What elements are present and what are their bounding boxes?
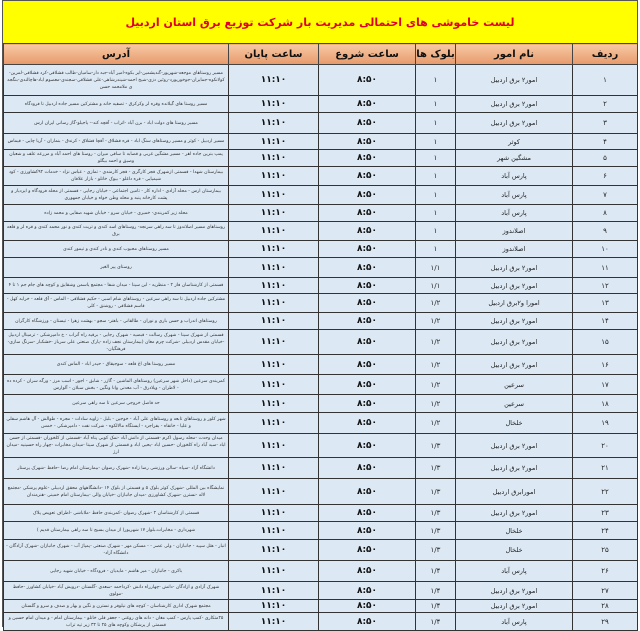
blocks-cell: ۱/۳ [416,540,456,561]
region-cell: امور۲ برق اردبیل [456,113,573,134]
region-cell: خلخال [456,413,573,434]
end-time-cell: ۱۱:۱۰ [229,375,319,395]
end-time-cell: ۱۱:۱۰ [229,186,319,205]
end-time-cell: ۱۱:۱۰ [229,458,319,479]
table-row [4,330,638,355]
blocks-cell: ۱/۱ [416,258,456,278]
end-time-cell: ۱۱:۱۰ [229,330,319,355]
blocks-cell: ۱ [416,113,456,134]
blocks-cell: ۱ [416,222,456,241]
start-time-cell: ۸:۵۰ [319,613,416,631]
header-end-time: ساعت پایان [229,44,319,65]
table-row [4,167,638,186]
table-row [4,150,638,167]
address-cell: حد فاصل خروجی سرعین تا سه راهی سرعین [4,395,229,413]
table-row [4,413,638,434]
header-row-number: ردیف [573,44,638,65]
start-time-cell: ۸:۵۰ [319,505,416,522]
table-row [4,395,638,413]
table-row [4,205,638,222]
start-time-cell: ۸:۵۰ [319,479,416,505]
region-cell: امور۲ برق اردبیل [456,96,573,113]
address-cell: شهرداری - مخابرات،بلوار ۱۷ شهریور( از میدان بسیج تا سه راهی بیمارستان قدیم ) [4,522,229,540]
table-row [4,505,638,522]
start-time-cell: ۸:۵۰ [319,561,416,582]
region-cell: امور۲ برق اردبیل [456,330,573,355]
end-time-cell: ۱۱:۱۰ [229,258,319,278]
end-time-cell: ۱۱:۱۰ [229,65,319,96]
address-cell: ۲۵متکاری -کمپ پارس - کمپ مغان - دانه های روغنی - جعفر قلی خانلو - بیمارستان امام - و میدان امام حسین و قسمتی از پزشکان وکوچه های ۲۵ تا ۳۲ زیر تپه تراب [4,613,229,631]
end-time-cell: ۱۱:۱۰ [229,613,319,631]
row-number-cell: ۲۰ [573,434,638,458]
end-time-cell: ۱۱:۱۰ [229,600,319,613]
row-number-cell: ۸ [573,205,638,222]
table-row [4,96,638,113]
table-row [4,540,638,561]
blocks-cell: ۱ [416,134,456,150]
region-cell: امور۲ برق اردبیل [456,582,573,600]
region-cell: پارس آباد [456,613,573,631]
title-bar [3,1,637,44]
row-number-cell: ۱۰ [573,241,638,258]
end-time-cell: ۱۱:۱۰ [229,96,319,113]
end-time-cell: ۱۱:۱۰ [229,561,319,582]
start-time-cell: ۸:۵۰ [319,375,416,395]
blocks-cell: ۱/۴ [416,600,456,613]
blocks-cell: ۱/۳ [416,434,456,458]
start-time-cell: ۸:۵۰ [319,241,416,258]
blocks-cell: ۱/۳ [416,458,456,479]
table-row [4,134,638,150]
start-time-cell: ۸:۵۰ [319,355,416,375]
row-number-cell: ۳ [573,113,638,134]
table-row [4,313,638,330]
blocks-cell: ۱/۲ [416,413,456,434]
blocks-cell: ۱/۳ [416,479,456,505]
address-cell: قسمتی از کارشناسان ۲ -شهرک رضوان -کمربندی حافظ -ملاباشی -اطراف تعویض پلاک [4,505,229,522]
table-row [4,582,638,600]
address-cell: مسیر اردبیل - کوثر و مسیر روستاهای سنگ اباد - قره قشلاق - آقچا قشلاق - کرندق - بنماران - آریا چایی - قیماس [4,134,229,150]
spreadsheet [2,0,638,627]
region-cell: امورا و۲برق اردبیل [456,294,573,313]
row-number-cell: ۷ [573,186,638,205]
blocks-cell: ۱ [416,96,456,113]
table-row [4,113,638,134]
header-blocks: بلوک ها [416,44,456,65]
address-cell: بیمارستان ارس - محله آزادی - اداره کار - تامین اجتماعی - خیابان رجایی - قسمتی از محله فرودگاه و ایزدیار و پشت کارخانه پنبه و محله وطن خواه و خیابان جمهوری [4,186,229,205]
table-row [4,434,638,458]
row-number-cell: ۶ [573,167,638,186]
start-time-cell: ۸:۵۰ [319,522,416,540]
end-time-cell: ۱۱:۱۰ [229,413,319,434]
end-time-cell: ۱۱:۱۰ [229,395,319,413]
end-time-cell: ۱۱:۱۰ [229,505,319,522]
address-cell: شهرک آزادی و ازادگان -دانش -چهارراه دانش -کرداحمد -سعدی -گلستان -درویش آباد -خیابان کشاورز -حافظ -مولوی [4,582,229,600]
start-time-cell: ۸:۵۰ [319,150,416,167]
start-time-cell: ۸:۵۰ [319,458,416,479]
end-time-cell: ۱۱:۱۰ [229,313,319,330]
end-time-cell: ۱۱:۱۰ [229,222,319,241]
blocks-cell: ۱ [416,241,456,258]
header-start-time: ساعت شروع [319,44,416,65]
end-time-cell: ۱۱:۱۰ [229,479,319,505]
blocks-cell: ۱/۲ [416,330,456,355]
start-time-cell: ۸:۵۰ [319,205,416,222]
table-body [4,65,638,631]
header-region: نام امور [456,44,573,65]
end-time-cell: ۱۱:۱۰ [229,241,319,258]
table-row [4,613,638,631]
region-cell: پارس آباد [456,561,573,582]
blocks-cell: ۱ [416,150,456,167]
table-row [4,294,638,313]
row-number-cell: ۴ [573,134,638,150]
address-cell: باکری - جانبازان - میر هاشم - مایدیان - فرودگاه - خیابان شهید رجایی [4,561,229,582]
end-time-cell: ۱۱:۱۰ [229,205,319,222]
address-cell: مسیر روستا های دولت اباد - برن آباد -اتراب - آقچه کند-- یاجیلو-گاز رسانی ایران ارس [4,113,229,134]
blocks-cell: ۱/۲ [416,313,456,330]
row-number-cell: ۱۴ [573,313,638,330]
region-cell: امور۲ برق اردبیل [456,434,573,458]
blocks-cell: ۱ [416,167,456,186]
table-row [4,522,638,540]
region-cell: سرعین [456,375,573,395]
start-time-cell: ۸:۵۰ [319,222,416,241]
table-row [4,479,638,505]
blocks-cell: ۱/۴ [416,561,456,582]
start-time-cell: ۸:۵۰ [319,582,416,600]
address-cell: نمایشگاه بین المللی -شهرک کوثر بلوک ۵ و قسمتی از بلوک ۱۴ -دانشگاههای محقق اردبیلی -علوم پزشکی -مجتمع لاله -نسترن -شهرک کشاورزی -میدان جانبازان -خیابان والی -بیمارستان امام خمینی -هنرمندان [4,479,229,505]
blocks-cell: ۱/۳ [416,505,456,522]
blocks-cell: ۱ [416,205,456,222]
end-time-cell: ۱۱:۱۰ [229,278,319,294]
start-time-cell: ۸:۵۰ [319,65,416,96]
region-cell: امورابرق اردبیل [456,479,573,505]
blocks-cell: ۱/۴ [416,582,456,600]
region-cell: پارس آباد [456,186,573,205]
start-time-cell: ۸:۵۰ [319,395,416,413]
start-time-cell: ۸:۵۰ [319,96,416,113]
end-time-cell: ۱۱:۱۰ [229,582,319,600]
blocks-cell: ۱/۴ [416,613,456,631]
row-number-cell: ۱ [573,65,638,96]
end-time-cell: ۱۱:۱۰ [229,113,319,134]
end-time-cell: ۱۱:۱۰ [229,434,319,458]
table-row [4,600,638,613]
address-cell: قسمتی از شهرک سینا - شهرک رسالت - قبضیه - شهرک رجایی - برقیه راه آتراب - خ دامپزشکی - ترمینال اردبیل -خیابان مقدس اردبیلی -شرکت چرم مغان (بیمارستان نجف زاده -پارک صنعتی علی سرباز -خشکبار -سرنگ سازی- فرهنگیان- [4,330,229,355]
region-cell: امور۲ برق اردبیل [456,65,573,96]
address-cell: دانشگاه آزاد -سپاه -سالن ورزشی رضا زاده -شهرک رضوان -بیمارستان امام رضا -حافظ -شهرک پرستار [4,458,229,479]
end-time-cell: ۱۱:۱۰ [229,134,319,150]
outage-table [3,43,638,631]
start-time-cell: ۸:۵۰ [319,294,416,313]
header-address: آدرس [4,44,229,65]
row-number-cell: ۲۷ [573,582,638,600]
region-cell: سرعین [456,395,573,413]
row-number-cell: ۱۶ [573,355,638,375]
region-cell: خلخال [456,540,573,561]
row-number-cell: ۲۸ [573,600,638,613]
address-cell: مسیر روستاهای محبوب کندی و نادر کندی و تیمور کندی [4,241,229,258]
header-row [4,44,638,65]
blocks-cell: ۱ [416,65,456,96]
row-number-cell: ۱۳ [573,294,638,313]
blocks-cell: ۱/۲ [416,375,456,395]
region-cell: مشگین شهر [456,150,573,167]
address-cell: مسیر روستا های اغ قلعه - سوجیقاق - حیدر اباد - الماس کندی [4,355,229,375]
end-time-cell: ۱۱:۱۰ [229,150,319,167]
region-cell: اصلاندوز [456,222,573,241]
row-number-cell: ۱۲ [573,278,638,294]
address-cell: مشترکین جاده اردبیل تا سه راهی سرعین - روستاهای شام اسبی - حکیم قشلاقی - الماس - آق قلعه - خرابه کهل - قاسم قشلاقی - روشنق - کلی [4,294,229,313]
address-cell: کمربندی سرعین (داخل شهر سرعین) روستاهای الماشین - گازر - شابق - اجور - اسب مرز - ورگه سران - کرده ده - لاطران - ویلادرق - آب معدنی وانا ونگین - بخش سبلان - آلوارس [4,375,229,395]
region-cell: پارس آباد [456,167,573,186]
address-cell: محله زیر کمربندی- خمیری - خیابان سرو - خیابان شهید صفایی و محمد زاده [4,205,229,222]
start-time-cell: ۸:۵۰ [319,258,416,278]
row-number-cell: ۲۳ [573,505,638,522]
end-time-cell: ۱۱:۱۰ [229,167,319,186]
address-cell: روستاهای اندراب و حسن باری و نوران - طالقانی - باهنر- سجو - بهشت زهرا - تیستان - ورزشگاه کارگران [4,313,229,330]
blocks-cell: ۱/۲ [416,395,456,413]
row-number-cell: ۲۱ [573,458,638,479]
row-number-cell: ۲۶ [573,561,638,582]
row-number-cell: ۲۴ [573,522,638,540]
row-number-cell: ۲۲ [573,479,638,505]
address-cell: مسیر روستا های گیلانده وقره لر وکرکرق - تصفیه خانه و مشترکین مسیر جاده اردبیل تا فرودگاه [4,96,229,113]
address-cell: پمپ بنزین جاده اهر - مسیر مشگین غربی و قصابه تا ساقی میران - روستا های احمد آباد و مزرعه علف و شعبان وصیق و احمد بیگلو [4,150,229,167]
start-time-cell: ۸:۵۰ [319,540,416,561]
start-time-cell: ۸:۵۰ [319,278,416,294]
row-number-cell: ۹ [573,222,638,241]
start-time-cell: ۸:۵۰ [319,134,416,150]
row-number-cell: ۱۷ [573,375,638,395]
table-row [4,355,638,375]
address-cell: مسیر روستاهای موجعه-شهریور-گندیشمین-ایر بکوه-امیر آباد-جبه دار-سامیان-طالب قشلاقی-کرد قشلاقی-لمرین-کولانکوه-جمایران-جوخوریورد-روئین دزی-شیخ احمد-شیندرشاهی-علی قشلاقی-سجندی-معصوم اباد-هاچالندی-بنگجه ی ملامحمد حسن [4,65,229,96]
start-time-cell: ۸:۵۰ [319,600,416,613]
row-number-cell: ۵ [573,150,638,167]
region-cell: اصلاندوز [456,241,573,258]
address-cell: میدان وحدت -محله رسول اکرم -قسمتی از دانش آباد -نمک کوبی پناه آباد -قسمتی از کلخوران -قسمتی از حسن اباد -سید آباد راه کلخوران -حسین اباد -یحیی اباد و قسمتی از شهرک سینا -میدان مخابرات -چهار راه حسینیه -میدان ارژ [4,434,229,458]
address-cell: شهر کلور و روستاهای تابعه و روستاهای علی آباد - خوجین - بلبل - زاویه سادات - مجره - طوالش - آل هاشم سفلی و علیا - خانقاه - بفراجرد - ایستگاه مالالکوه - شرکت نفت - دامپزشکی - خمس [4,413,229,434]
end-time-cell: ۱۱:۱۰ [229,540,319,561]
row-number-cell: ۲۹ [573,613,638,631]
start-time-cell: ۸:۵۰ [319,313,416,330]
start-time-cell: ۸:۵۰ [319,167,416,186]
row-number-cell: ۱۸ [573,395,638,413]
end-time-cell: ۱۱:۱۰ [229,522,319,540]
address-cell: مجتمع شهرک اداری کارشناسان - کوچه های نیلوفر و نسترن و نگین و بهار و صدف و سرو و گلستان [4,600,229,613]
table-row [4,186,638,205]
start-time-cell: ۸:۵۰ [319,434,416,458]
address-cell: قسمتی از کارشناسان فاز ۲ - منظریه - ابن سینا - میدان شفا - مجتمع یاسمن وشقایق و کوچه های جام جم ۱ تا ۴ [4,278,229,294]
region-cell: امور۲ برق اردبیل [456,355,573,375]
end-time-cell: ۱۱:۱۰ [229,355,319,375]
region-cell: امور۲ برق اردبیل [456,458,573,479]
end-time-cell: ۱۱:۱۰ [229,294,319,313]
table-row [4,222,638,241]
region-cell: کوثر [456,134,573,150]
blocks-cell: ۱/۳ [416,522,456,540]
region-cell: امور۲ برق اردبیل [456,505,573,522]
address-cell: بیمارستان شهدا - قسمتی ازشهرک قجر کارگری - قجر کارمندی - تمازی - عباس نژاد - خدمات ۹۲کشاورزی - کود شیمیایی - قره داغلو - بیوک خانلو - بازار علافان [4,167,229,186]
blocks-cell: ۱/۲ [416,355,456,375]
table-row [4,258,638,278]
region-cell: امور۲ برق اردبیل [456,258,573,278]
row-number-cell: ۲ [573,96,638,113]
page-title: لیست خاموشی های احتمالی مدیریت بار شرکت توزیع برق استان اردبیل [125,15,515,29]
blocks-cell: ۱/۲ [416,294,456,313]
start-time-cell: ۸:۵۰ [319,330,416,355]
start-time-cell: ۸:۵۰ [319,113,416,134]
region-cell: امور۲ برق اردبیل [456,278,573,294]
row-number-cell: ۱۹ [573,413,638,434]
table-row [4,278,638,294]
table-row [4,241,638,258]
table-row [4,561,638,582]
start-time-cell: ۸:۵۰ [319,413,416,434]
table-row [4,458,638,479]
row-number-cell: ۱۱ [573,258,638,278]
row-number-cell: ۱۵ [573,330,638,355]
table-row [4,375,638,395]
address-cell: روستاهای مسیر اصلاندوز تا سه راهی سرنجه- روستاهای اسد کندی و تربت کندی و نور محمد کندی و قره لر و قلعه برق [4,222,229,241]
region-cell: امور۲ برق اردبیل [456,313,573,330]
table-row [4,65,638,96]
region-cell: پارس آباد [456,205,573,222]
address-cell: روستای پیر الغیر [4,258,229,278]
address-cell: انبار - هتل سپید - جانبازان - ولی عصر - - مسکن مهر - شهرک صنعتی -پمپاژ آب - شهرک جانبازان -شهرک آزادگان - دانشگاه آزاد- [4,540,229,561]
region-cell: امور۲ برق اردبیل [456,600,573,613]
start-time-cell: ۸:۵۰ [319,186,416,205]
row-number-cell: ۲۵ [573,540,638,561]
blocks-cell: ۱ [416,186,456,205]
region-cell: خلخال [456,522,573,540]
blocks-cell: ۱/۱ [416,278,456,294]
